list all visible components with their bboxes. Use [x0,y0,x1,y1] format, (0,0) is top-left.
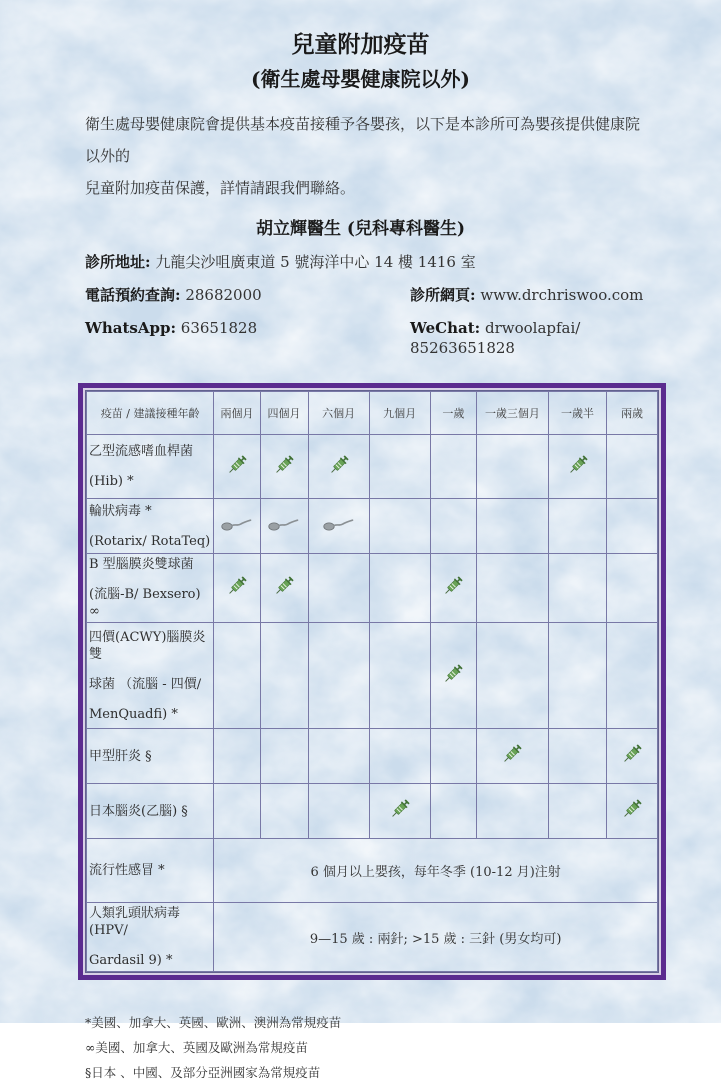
empty-dose-cell [260,784,308,839]
phone-website-row [85,285,661,305]
phone-value: 28682000 [185,286,262,304]
empty-dose-cell [476,554,548,623]
whatsapp-wechat-row [85,318,661,358]
syringe-icon [272,574,296,598]
table-row [87,435,658,499]
syringe-icon [388,797,412,821]
vaccine-name-line: B 型腦膜炎雙球菌 [89,557,194,572]
syringe-dose-cell [430,554,476,623]
age-column-header: 一歲 [430,392,476,435]
address-label: 診所地址: [85,253,151,271]
intro-line-1: 衛生處母嬰健康院會提供基本疫苗接種予各嬰孩，以下是本診所可為嬰孩提供健康院以外的 [85,115,641,165]
syringe-icon [566,453,590,477]
footnote-section: §日本 、中國、及部分亞洲國家為常規疫苗 [85,1065,321,1080]
vaccine-name-cell [87,554,214,623]
empty-dose-cell [476,499,548,554]
wechat-line [410,318,661,358]
footnotes [85,1010,721,1085]
vaccine-schedule-table [86,391,658,972]
vaccine-name-line: 人類乳頭狀病毒 (HPV/ [89,906,181,938]
vaccine-name-cell [87,435,214,499]
empty-dose-cell [308,729,369,784]
empty-dose-cell [548,499,606,554]
syringe-dose-cell [369,784,430,839]
vaccine-name-line: 球菌 （流腦 - 四價/ [89,676,202,692]
phone-label: 電話預約查詢: [85,286,181,304]
empty-dose-cell [607,435,658,499]
vaccine-name-line: 日本腦炎(乙腦) § [89,803,188,819]
age-column-header: 兩歲 [607,392,658,435]
table-row [87,499,658,554]
page-subtitle: (衛生處母嬰健康院以外) [251,67,470,91]
empty-dose-cell [308,554,369,623]
vaccine-name-line: 甲型肝炎 § [89,748,152,764]
page-title: 兒童附加疫苗 [291,31,430,58]
website-value: www.drchriswoo.com [480,286,644,304]
syringe-dose-cell [607,784,658,839]
empty-dose-cell [214,784,260,839]
empty-dose-cell [308,784,369,839]
intro-line-2: 兒童附加疫苗保護，詳情請跟我們聯絡。 [85,179,356,197]
vaccine-name-cell [87,729,214,784]
vaccine-name-line: MenQuadfi) * [89,706,178,722]
table-row [87,903,658,972]
age-column-header: 一歲半 [548,392,606,435]
whatsapp-label: WhatsApp: [85,319,176,337]
empty-dose-cell [308,623,369,729]
vaccine-name-line: (Rotarix/ RotaTeq) [89,533,211,549]
age-column-header: 一歲三個月 [476,392,548,435]
website-line [410,285,661,305]
empty-dose-cell [260,729,308,784]
syringe-icon [225,574,249,598]
spoon-dose-cell [214,499,260,554]
syringe-dose-cell [260,554,308,623]
empty-dose-cell [369,729,430,784]
empty-dose-cell [430,435,476,499]
vaccine-name-line: (流腦-B/ Bexsero) ∞ [89,587,201,619]
syringe-icon [620,797,644,821]
address-line [85,252,476,272]
empty-dose-cell [214,729,260,784]
empty-dose-cell [476,623,548,729]
table-header-row [87,392,658,435]
empty-dose-cell [476,784,548,839]
table-row [87,554,658,623]
vaccine-table-body [87,435,658,972]
intro-text [85,108,651,204]
vaccine-name-line: Gardasil 9) * [89,953,173,968]
vaccine-name-cell [87,499,214,554]
empty-dose-cell [607,623,658,729]
empty-dose-cell [607,554,658,623]
syringe-icon [327,453,351,477]
empty-dose-cell [369,554,430,623]
corner-header: 疫苗 / 建議接種年齡 [87,392,214,435]
vaccine-name-line: 流行性感冒 * [89,863,165,878]
vaccine-name-cell [87,623,214,729]
syringe-dose-cell [548,435,606,499]
table-row [87,839,658,903]
syringe-icon [620,742,644,766]
syringe-dose-cell [607,729,658,784]
empty-dose-cell [548,623,606,729]
vaccine-name-line: (Hib) * [89,474,134,489]
table-row [87,784,658,839]
vaccine-name-line: 輪狀病毒 * [89,503,152,519]
syringe-dose-cell [476,729,548,784]
doctor-name: 胡立輝醫生 (兒科專科醫生) [255,219,465,239]
spoon-icon [323,516,355,532]
empty-dose-cell [260,623,308,729]
syringe-icon [225,453,249,477]
syringe-icon [272,453,296,477]
footnote-asterisk: *美國、加拿大、英國、歐洲、澳洲為常規疫苗 [85,1015,342,1030]
syringe-dose-cell [214,554,260,623]
syringe-dose-cell [260,435,308,499]
wechat-label: WeChat: [410,319,481,337]
schedule-note-cell: 9—15 歲 : 兩針; >15 歲 : 三針 (男女均可) [214,903,658,972]
empty-dose-cell [369,435,430,499]
spoon-icon [221,516,253,532]
syringe-icon [441,662,465,686]
empty-dose-cell [430,499,476,554]
empty-dose-cell [369,623,430,729]
empty-dose-cell [369,499,430,554]
age-column-header: 四個月 [260,392,308,435]
empty-dose-cell [430,784,476,839]
spoon-dose-cell [260,499,308,554]
vaccine-name-line: 乙型流感嗜血桿菌 [89,444,194,459]
empty-dose-cell [548,554,606,623]
whatsapp-line [85,318,410,358]
empty-dose-cell [548,784,606,839]
table-row [87,623,658,729]
empty-dose-cell [548,729,606,784]
empty-dose-cell [607,499,658,554]
syringe-dose-cell [308,435,369,499]
syringe-dose-cell [214,435,260,499]
contact-block [85,252,661,358]
spoon-dose-cell [308,499,369,554]
address-row [85,252,661,272]
age-column-header: 六個月 [308,392,369,435]
footnote-infinity: ∞美國、加拿大、英國及歐洲為常規疫苗 [85,1040,308,1055]
syringe-icon [500,742,524,766]
spoon-icon [268,516,300,532]
address-value: 九龍尖沙咀廣東道 5 號海洋中心 14 樓 1416 室 [155,253,476,271]
age-column-header: 九個月 [369,392,430,435]
website-label: 診所網頁: [410,286,476,304]
vaccine-name-cell [87,784,214,839]
empty-dose-cell [476,435,548,499]
empty-dose-cell [430,729,476,784]
whatsapp-value: 63651828 [180,319,258,337]
phone-line [85,285,410,305]
vaccine-name-cell [87,903,214,972]
syringe-icon [441,574,465,598]
wechat-value: drwoolapfai/ 85263651828 [410,319,581,357]
empty-dose-cell [214,623,260,729]
age-column-header: 兩個月 [214,392,260,435]
vaccine-table-frame [78,383,666,980]
schedule-note-cell: 6 個月以上嬰孩，每年冬季 (10-12 月)注射 [214,839,658,903]
vaccine-name-line: 四價(ACWY)腦膜炎雙 [89,629,206,662]
syringe-dose-cell [430,623,476,729]
vaccine-name-cell [87,839,214,903]
table-row [87,729,658,784]
